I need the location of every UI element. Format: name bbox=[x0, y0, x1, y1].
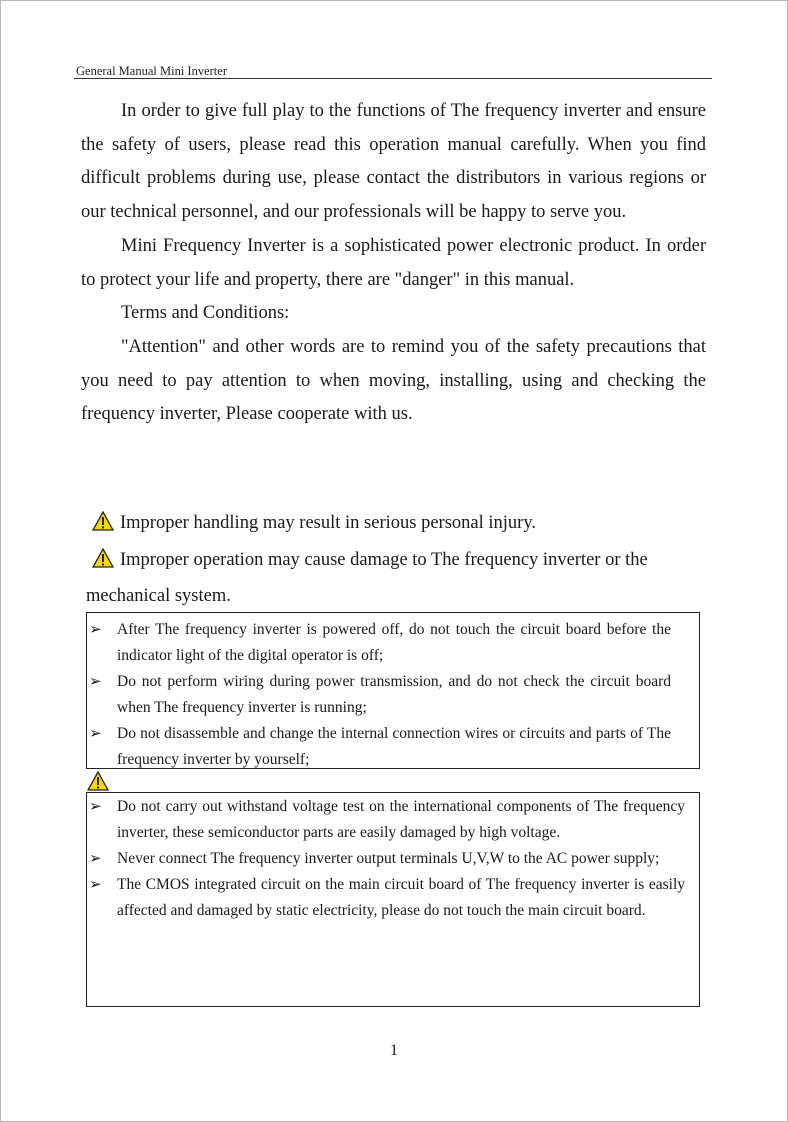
warning-line-2 bbox=[86, 544, 706, 614]
intro-paragraph-4: "Attention" and other words are to remind you of the safety precautions that you need to pay attention to when moving, installing, using and checking the frequency inverter, Please cooperate with us. bbox=[81, 336, 706, 425]
arrow-bullet-icon: ➢ bbox=[89, 726, 102, 742]
list-item: ➢ Do not carry out withstand voltage test on the international components of The frequency inverter, these semiconductor parts are easily damaged by high voltage. bbox=[117, 794, 685, 846]
list-item: ➢ Never connect The frequency inverter output terminals U,V,W to the AC power supply; bbox=[117, 846, 685, 872]
list-item: ➢ After The frequency inverter is powered off, do not touch the circuit board before the indicator light of the digital operator is off; bbox=[117, 617, 671, 669]
arrow-bullet-icon: ➢ bbox=[89, 799, 102, 815]
page-number: 1 bbox=[390, 1042, 398, 1059]
header-rule bbox=[74, 78, 712, 79]
intro-paragraph-2: Mini Frequency Inverter is a sophisticated power electronic product. In order to protect your life and property, there are "danger" in this manual. bbox=[81, 235, 706, 290]
intro-section bbox=[81, 95, 706, 432]
warning-triangle-icon bbox=[92, 510, 114, 544]
intro-paragraph-3: Terms and Conditions: bbox=[121, 303, 290, 324]
list-item: ➢ Do not disassemble and change the internal connection wires or circuits and parts of The frequency inverter by yourself; bbox=[117, 721, 671, 773]
warning-text-1: Improper handling may result in serious personal injury. bbox=[120, 513, 536, 533]
warning-triangle-icon bbox=[92, 547, 114, 581]
arrow-bullet-icon: ➢ bbox=[89, 877, 102, 893]
list-item: ➢ The CMOS integrated circuit on the main circuit board of The frequency inverter is easily affected and damaged by static electricity, please do not touch the main circuit board. bbox=[117, 872, 685, 924]
arrow-bullet-icon: ➢ bbox=[89, 674, 102, 690]
intro-paragraph-1: In order to give full play to the functions of The frequency inverter and ensure the safety of users, please read this operation manual carefully. When you find difficult problems during use, please contact the distributors in various regions or our technical personnel, and our professionals will be happy to serve you. bbox=[81, 101, 706, 223]
warning-section bbox=[86, 507, 706, 614]
list-item: ➢ Do not perform wiring during power transmission, and do not check the circuit board when The frequency inverter is running; bbox=[117, 669, 671, 721]
arrow-bullet-icon: ➢ bbox=[89, 622, 102, 638]
arrow-bullet-icon: ➢ bbox=[89, 851, 102, 867]
warning-line-1 bbox=[86, 507, 706, 544]
attention-box bbox=[86, 792, 700, 1007]
danger-box bbox=[86, 612, 700, 769]
header-title: General Manual Mini Inverter bbox=[76, 64, 227, 78]
warning-text-2: Improper operation may cause damage to The frequency inverter or the mechanical system. bbox=[86, 549, 648, 607]
